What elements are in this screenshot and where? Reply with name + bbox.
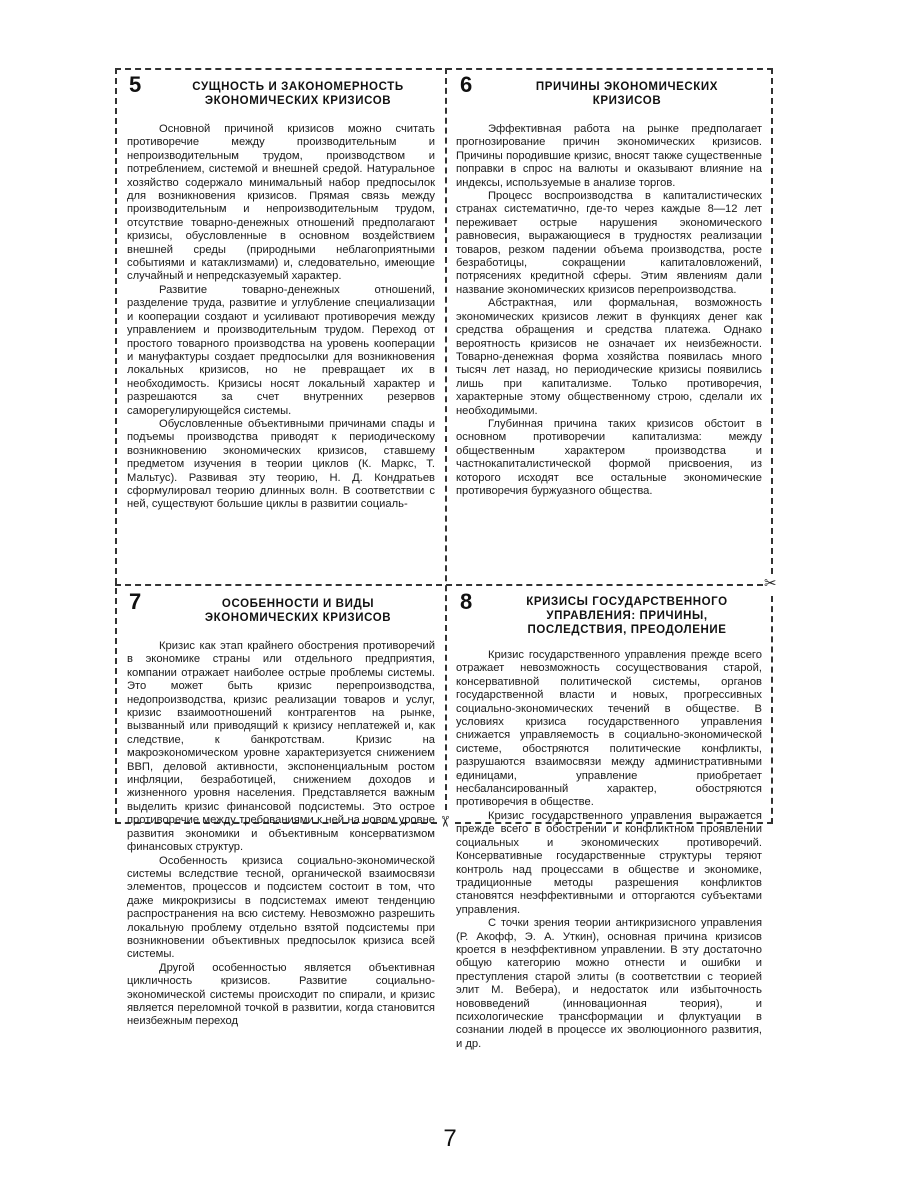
scissors-icon: ✂ <box>764 575 777 592</box>
card-paragraph: Глубинная причина таких кризисов обстоит в основном противоречии капитализма: между общественным характером производства и частнокапиталистической формой присвоения, из которого исходят все остальные экономические противоречия буржуазного общества. <box>456 417 762 497</box>
card-title <box>167 80 429 108</box>
card-title-line: УПРАВЛЕНИЯ: ПРИЧИНЫ, <box>546 610 708 622</box>
card-title <box>496 80 758 108</box>
card-paragraph: Обусловленные объективными причинами спады и подъемы производства приводят к периодическому возникновению экономических кризисов, ставшему предметом изучения в теории циклов (К. Маркс, Т. Мальтус). Развивая эту теорию, Н. Д. Кондратьев сформулировал теорию длинных волн. В соответствии с ней, существуют большие циклы в развитии социаль- <box>127 417 435 511</box>
card-paragraph: Эффективная работа на рынке предполагает прогнозирование причин экономических кризисов. Причины породившие кризис, вносят также существенные поправки в спрос на валюты и оказывают влияние на индексы, используемые в анализе торгов. <box>456 123 762 189</box>
card-number: 7 <box>129 589 142 614</box>
card-paragraph: Другой особенностью является объективная цикличность кризисов. Развитие социально-экономической системы происходит по спирали, и кризис является переломной точкой в развитии, когда становится неизбежным переход <box>127 961 435 1028</box>
card-body <box>127 123 435 512</box>
card-paragraph: Развитие товарно-денежных отношений, разделение труда, развитие и углубление специализации и кооперации создают и усиливают противоречия между управлением и производительным трудом. Переход от простого товарного производства на уровень кооперации и мануфактуры создает предпосылки для возникновения локальных кризисов, но не превращает их в необходимость. Кризисы носят локальный характер и разрешаются за счет внутренних резервов саморегулирующейся системы. <box>127 283 435 417</box>
page-number: 7 <box>443 1125 457 1152</box>
card-paragraph: Абстрактная, или формальная, возможность экономических кризисов лежит в функциях денег как средства обращения и средства платежа. Однако вероятность кризисов не означает их неизбежности. Товарно-денежная форма хозяйства появилась много тысяч лет назад, но периодические кризисы появились лишь при капитализме. Только противоречия, характерные этому общественному строю, сделали их необходимыми. <box>456 297 762 417</box>
card-number: 8 <box>460 589 473 614</box>
flashcard-6 <box>446 68 772 584</box>
card-title-line: ЭКОНОМИЧЕСКИХ КРИЗИСОВ <box>204 612 392 624</box>
card-title-line: ПРИЧИНЫ ЭКОНОМИЧЕСКИХ <box>535 81 719 93</box>
flashcard-5 <box>115 68 445 584</box>
card-title <box>496 595 758 637</box>
flashcard-sheet <box>115 68 777 1050</box>
card-paragraph: Особенность кризиса социально-экономической системы вследствие тесной, органической взаимосвязи элементов, процессов и подсистем состоит в том, что даже микрокризисы в подсистемах имеют тенденцию распространения на всю систему. Невозможно разрешить локальную проблему отдельно взятой подсистемы при возникновении объективных предпосылок кризиса всей системы. <box>127 854 435 961</box>
card-paragraph: С точки зрения теории антикризисного управления (Р. Акофф, Э. А. Уткин), основная причина кризисов кроется в неэффективном управлении. В эту достаточно общую категорию можно отнести и ошибки и преступления старой элиты (в соответствии с теорией элит М. Вебера), и недостаток или избыточность нововведений (инновационная теория), и психологические трансформации и флуктуации в сознании людей в процессе их эволюционного развития, и др. <box>456 917 762 1050</box>
card-paragraph: Кризис как этап крайнего обострения противоречий в экономике страны или отдельного предприятия, компании отражает наиболее острые проблемы системы. Это может быть кризис перепроизводства, недопроизводства, кризис реализации товаров и услуг, кризис взаимоотношений контрагентов на рынке, вызванный или приводящий к кризису неплатежей и, как следствие, к банкротствам. Кризис на макроэкономическом уровне характеризуется снижением ВВП, деловой активности, экспоненциальным ростом инфляции, безработицей, снижением доходов и жизненного уровня населения. Представляется важным выделить кризис финансовой подсистемы. Это острое противоречие между требованиями к ней на новом уровне развития экономики и объективным консерватизмом финансовых структур. <box>127 640 435 854</box>
flashcard-8 <box>446 585 772 1050</box>
card-body <box>456 649 762 1051</box>
card-title-line: ОСОБЕННОСТИ И ВИДЫ <box>221 598 375 610</box>
card-title-line: ЭКОНОМИЧЕСКИХ КРИЗИСОВ <box>204 95 392 107</box>
flashcard-7 <box>115 585 445 1028</box>
card-title-line: КРИЗИСОВ <box>592 95 662 107</box>
card-title-line: ПОСЛЕДСТВИЯ, ПРЕОДОЛЕНИЕ <box>527 624 727 636</box>
card-body <box>127 640 435 1029</box>
card-paragraph: Кризис государственного управления прежде всего отражает невозможность сосуществования старой, консервативной политической системы, органов государственной власти и новых, прогрессивных социально-экономических течений в обществе. В условиях кризиса государственного управления снижается управляемость в социально-экономической системе, обостряются политические конфликты, разрушаются взаимосвязи между административными единицами, управление приобретает несбалансированный характер, обостряются противоречия в обществе. <box>456 649 762 809</box>
card-number: 6 <box>460 72 473 97</box>
card-number: 5 <box>129 72 142 97</box>
card-title-line: СУЩНОСТЬ И ЗАКОНОМЕРНОСТЬ <box>192 81 404 93</box>
card-body <box>456 123 762 498</box>
card-title-line: КРИЗИСЫ ГОСУДАРСТВЕННОГО <box>526 596 728 608</box>
card-title <box>167 597 429 625</box>
card-paragraph: Кризис государственного управления выражается прежде всего в обострении и конфликтном проявлении социальных и экономических противоречий. Консервативные государственные структуры теряют контроль над процессами в обществе и экономике, традиционные методы разрешения конфликтов становятся неэффективными и отторгаются субъектами управления. <box>456 809 762 916</box>
scissors-icon: ✂ <box>435 815 453 828</box>
card-paragraph: Процесс воспроизводства в капиталистических странах систематично, где-то через каждые 8—12 лет переживает острые нарушения экономического равновесия, выражающиеся в трудностях реализации товаров, резком падении объема производства, росте безработицы, сокращении капиталовложений, потрясениях кредитной сферы. Этим явлениям дали название экономических кризисов перепроизводства. <box>456 190 762 296</box>
card-paragraph: Основной причиной кризисов можно считать противоречие между производительным и непроизводительным трудом, производством и потреблением, системой и внешней средой. Натуральное хозяйство содержало минимальный набор предпосылок для возникновения кризисов. Прямая связь между производительным и непроизводительным трудом, отсутствие товарно-денежных отношений предполагают кризисы, обусловленные в основном воздействием внешней среды (природными неблагоприятными событиями и катаклизмами) и, следовательно, имеющие случайный и непредсказуемый характер. <box>127 123 435 283</box>
